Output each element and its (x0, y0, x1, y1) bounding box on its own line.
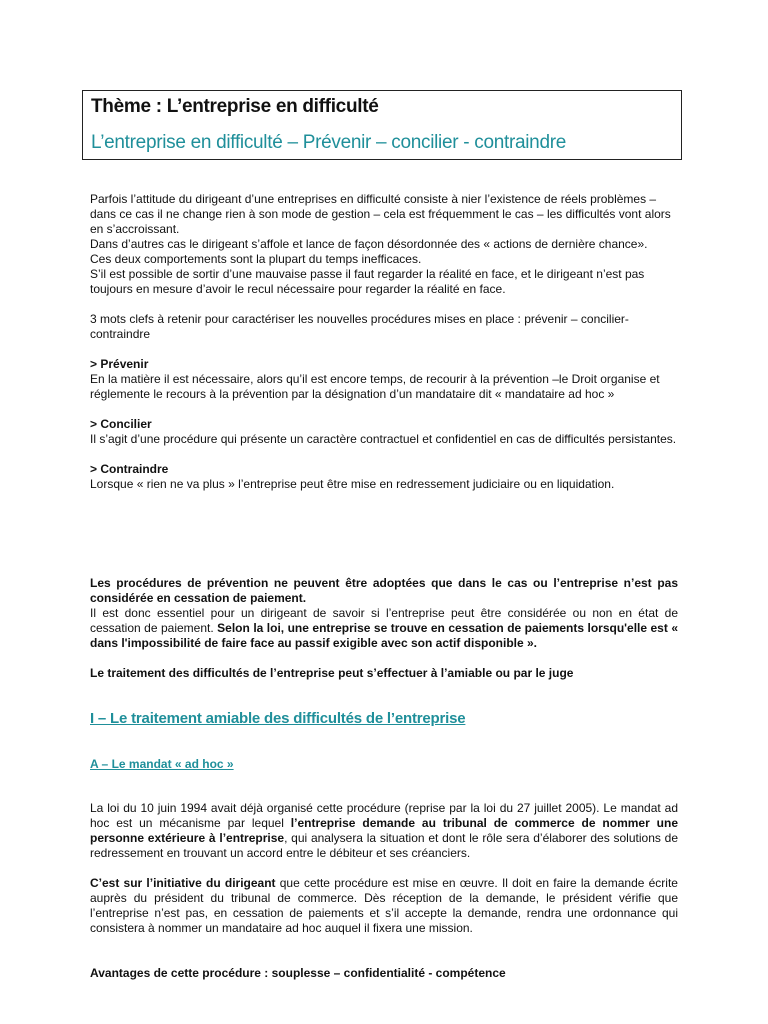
subsection-heading-a: A – Le mandat « ad hoc » (90, 757, 234, 771)
intro-paragraph-4: S’il est possible de sortir d’une mauvaise passe il faut regarder la réalité en face, et le dirigeant n’est pas toujours en mesure d’avoir le recul nécessaire pour regarder la réalité en face. (90, 267, 645, 296)
mandat-p1-start: La loi du 10 juin 1994 avait déjà organisé cette procédure (reprise par la loi du 27 juillet 2005). Le mandat ad hoc est un mécanisme par lequel (90, 801, 678, 830)
intro-paragraph-1: Parfois l’attitude du dirigeant d’une entreprises en difficulté consiste à nier l’existence de réels problèmes – dans ce cas il ne change rien à son mode de gestion – cela est fréquemment le cas – les difficultés vont alors en s’accroissant. (90, 192, 671, 236)
keywords-paragraph: 3 mots clefs à retenir pour caractériser les nouvelles procédures mises en place : prévenir – concilier-contraindre (90, 312, 629, 341)
prevention-text: Il est donc essentiel pour un dirigeant de savoir si l’entreprise peut être considérée ou non en état de cessation de paiement. (90, 606, 678, 635)
traitement-statement: Le traitement des difficultés de l’entreprise peut s’effectuer à l’amiable ou par le juge (90, 666, 574, 680)
mandat-p2-text: que cette procédure est mise en œuvre. Il doit en faire la demande écrite auprès du président du tribunal de commerce. Dès réception de la demande, le président vérifie que l’entreprise n’est pas, en cessation de paiements et s’il accepte la demande, rendra une ordonnance qui consistera à nommer un mandataire ad hoc auquel il fixera une mission. (90, 876, 678, 935)
intro-block (90, 192, 678, 492)
intro-paragraph-3: Ces deux comportements sont la plupart du temps inefficaces. (90, 252, 422, 266)
avantages-line: Avantages de cette procédure : souplesse – confidentialité - compétence (90, 966, 506, 980)
prevention-law: Selon la loi, une entreprise se trouve en cessation de paiements lorsqu'elle est « dans l'impossibilité de faire face au passif exigible avec son actif disponible ». (90, 621, 678, 650)
mandat-p1-end: , qui analysera la situation et dont le rôle sera d’élaborer des solutions de redressement en trouvant un accord entre le débiteur et ses créanciers. (90, 831, 678, 860)
mandat-p1-bold: l’entreprise demande au tribunal de commerce de nommer une personne extérieure à l’entreprise (90, 816, 678, 845)
title-box (82, 90, 682, 160)
prevention-bold: Les procédures de prévention ne peuvent être adoptées que dans le cas ou l’entreprise n’est pas considérée en cessation de paiement. (90, 576, 678, 605)
heading-prevenir: > Prévenir (90, 357, 149, 371)
heading-concilier: > Concilier (90, 417, 152, 431)
section-heading-i: I – Le traitement amiable des difficultés de l’entreprise (90, 710, 466, 727)
prevention-block (90, 576, 678, 681)
text-prevenir: En la matière il est nécessaire, alors qu’il est encore temps, de recourir à la prévention –le Droit organise et réglemente le recours à la prévention par la désignation d’un mandataire dit « mandataire ad hoc » (90, 372, 660, 401)
intro-paragraph-2: Dans d’autres cas le dirigeant s’affole et lance de façon désordonnée des « actions de dernière chance». (90, 237, 648, 251)
heading-contraindre: > Contraindre (90, 462, 169, 476)
mandat-paragraph-2 (90, 876, 678, 936)
text-contraindre: Lorsque « rien ne va plus » l’entreprise peut être mise en redressement judiciaire ou en liquidation. (90, 477, 615, 491)
text-concilier: Il s’agit d’une procédure qui présente un caractère contractuel et confidentiel en cas de difficultés persistantes. (90, 432, 677, 446)
mandat-block (90, 801, 678, 981)
mandat-paragraph-1 (90, 801, 678, 861)
page-title: Thème : L’entreprise en difficulté (91, 96, 379, 117)
page-subtitle: L’entreprise en difficulté – Prévenir – concilier - contraindre (91, 132, 567, 153)
mandat-p2-bold: C’est sur l’initiative du dirigeant (90, 876, 276, 890)
